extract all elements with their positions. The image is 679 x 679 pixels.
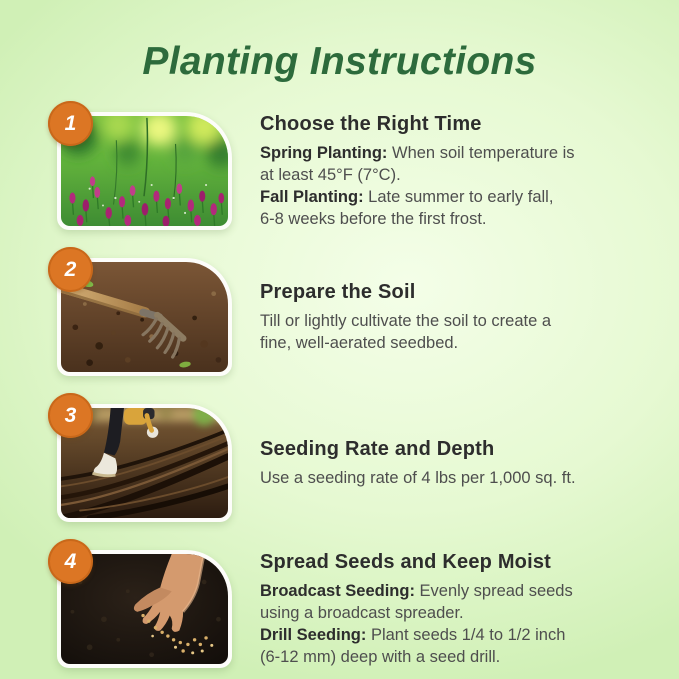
step-1-number-badge — [48, 101, 93, 146]
step-row-3 — [57, 404, 679, 522]
step-1-line-2 — [260, 164, 575, 186]
step-number: 3 — [64, 403, 77, 427]
line-text: fine, well-aerated seedbed. — [260, 333, 459, 352]
step-4-number-badge — [48, 539, 93, 584]
step-2-number-badge — [48, 247, 93, 292]
line-text: Till or lightly cultivate the soil to create a — [260, 311, 552, 330]
step-2-line-2 — [260, 332, 551, 354]
step-3-heading: Seeding Rate and Depth — [260, 437, 495, 460]
line-text: Evenly spread seeds — [414, 581, 573, 600]
step-1-heading: Choose the Right Time — [260, 112, 482, 135]
step-row-4 — [57, 550, 679, 668]
line-text: Plant seeds 1/4 to 1/2 inch — [366, 625, 566, 644]
line-text: Late summer to early fall, — [363, 187, 554, 206]
step-4-line-4 — [260, 646, 573, 668]
step-number: 1 — [64, 111, 77, 135]
step-number: 4 — [64, 549, 77, 573]
line-bold: Spring Planting: — [260, 143, 388, 162]
step-1-line-4 — [260, 208, 575, 230]
step-4-line-1 — [260, 580, 573, 602]
step-3-line-1 — [260, 467, 576, 489]
line-text: at least 45°F (7°C). — [260, 165, 401, 184]
step-4-heading: Spread Seeds and Keep Moist — [260, 550, 552, 573]
step-1-text — [260, 113, 575, 230]
line-text: using a broadcast spreader. — [260, 603, 464, 622]
step-number: 2 — [64, 257, 77, 281]
step-1-media — [57, 112, 232, 230]
step-2-heading: Prepare the Soil — [260, 280, 416, 303]
step-4-line-2 — [260, 602, 573, 624]
line-bold: Drill Seeding: — [260, 625, 367, 644]
step-4-media — [57, 550, 232, 668]
line-text: (6-12 mm) deep with a seed drill. — [260, 647, 501, 666]
step-1-line-3 — [260, 186, 575, 208]
step-4-line-3 — [260, 624, 573, 646]
page-title: Planting Instructions — [142, 40, 537, 83]
step-row-1 — [57, 112, 679, 230]
step-3-text — [260, 438, 576, 489]
steps-list — [57, 112, 679, 668]
step-4-text — [260, 551, 573, 668]
step-2-media — [57, 258, 232, 376]
step-2-line-1 — [260, 310, 551, 332]
line-text: When soil temperature is — [387, 143, 575, 162]
step-3-media — [57, 404, 232, 522]
step-row-2 — [57, 258, 679, 376]
step-3-number-badge — [48, 393, 93, 438]
line-bold: Broadcast Seeding: — [260, 581, 415, 600]
step-2-text — [260, 281, 551, 354]
line-text: Use a seeding rate of 4 lbs per 1,000 sq. ft. — [260, 468, 576, 487]
step-1-line-1 — [260, 142, 575, 164]
line-text: 6-8 weeks before the first frost. — [260, 209, 487, 228]
line-bold: Fall Planting: — [260, 187, 364, 206]
